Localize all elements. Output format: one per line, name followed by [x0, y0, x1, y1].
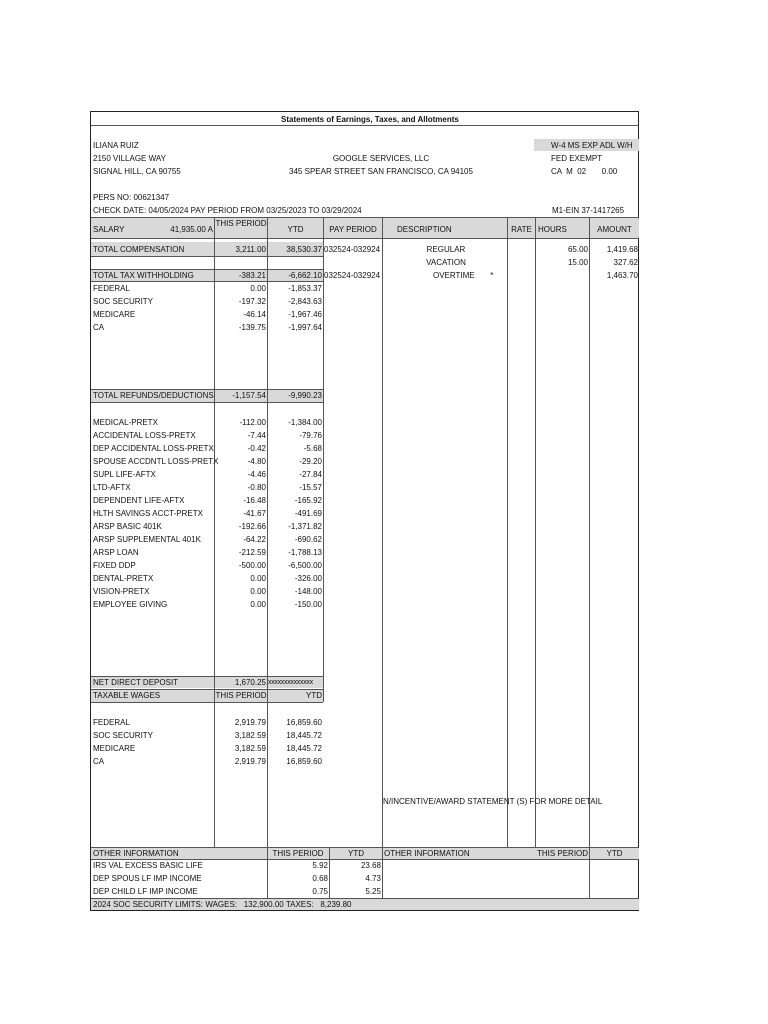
hours-header: HOURS — [538, 225, 567, 234]
earnings-description: VACATION — [426, 258, 466, 267]
taxable-wages-ytd-header: YTD — [306, 691, 322, 700]
taxable-wage-row-label: FEDERAL — [93, 718, 130, 727]
deduction-row-this-period: 0.00 — [250, 587, 266, 596]
earnings-hours: 65.00 — [567, 245, 588, 254]
deduction-row-ytd: -29.20 — [299, 457, 322, 466]
total-deductions-label: TOTAL REFUNDS/DEDUCTIONS — [93, 391, 214, 400]
earnings-statement — [90, 111, 639, 911]
earnings-pay-period: 032524-032924 — [324, 271, 381, 280]
salary-label: SALARY — [93, 225, 125, 234]
statement-title: Statements of Earnings, Taxes, and Allotments — [281, 115, 459, 124]
description-header: DESCRIPTION — [397, 225, 452, 234]
tax-row-this-period: 0.00 — [250, 284, 266, 293]
deduction-row-this-period: -0.80 — [247, 483, 266, 492]
net-deposit-label: NET DIRECT DEPOSIT — [93, 678, 179, 687]
total-deductions-ytd: -9,990.23 — [288, 391, 322, 400]
rule — [323, 217, 324, 702]
other-info-row-ytd: 5.25 — [365, 887, 381, 896]
other-info-label-right: OTHER INFORMATION — [384, 849, 470, 858]
employee-name: ILIANA RUIZ — [93, 141, 139, 150]
rule — [91, 256, 323, 257]
net-deposit-ytd: xxxxxxxxxxxxxx — [268, 679, 313, 686]
tax-row-label: MEDICARE — [93, 310, 136, 319]
deduction-row-label: ACCIDENTAL LOSS-PRETX — [93, 431, 196, 440]
rule — [507, 217, 508, 847]
deduction-row-this-period: -0.42 — [247, 444, 266, 453]
taxable-wage-row-label: MEDICARE — [93, 744, 136, 753]
employer-name: GOOGLE SERVICES, LLC — [332, 154, 430, 163]
statement-note: N/INCENTIVE/AWARD STATEMENT (S) FOR MORE DETAIL — [383, 797, 603, 806]
tax-row-this-period: -46.14 — [243, 310, 266, 319]
tax-row-this-period: -139.75 — [238, 323, 266, 332]
net-deposit-this-period: 1,670.25 — [234, 678, 266, 687]
rule — [91, 281, 323, 282]
total-tax-ytd: -6,662.10 — [288, 271, 322, 280]
deduction-row-this-period: 0.00 — [250, 574, 266, 583]
total-tax-label: TOTAL TAX WITHHOLDING — [93, 271, 194, 280]
deduction-row-ytd: -165.92 — [294, 496, 322, 505]
soc-security-limits: 2024 SOC SECURITY LIMITS: WAGES: 132,900.00 TAXES: 8,239.80 — [93, 900, 352, 909]
deduction-row-ytd: -1,384.00 — [288, 418, 322, 427]
other-info-label: OTHER INFORMATION — [93, 849, 179, 858]
earnings-pay-period: 032524-032924 — [324, 245, 381, 254]
tax-row-ytd: -1,853.37 — [288, 284, 322, 293]
earnings-hours: 15.00 — [567, 258, 588, 267]
other-info-row-label: IRS VAL EXCESS BASIC LIFE — [93, 861, 203, 870]
deduction-row-ytd: -15.57 — [299, 483, 322, 492]
deduction-row-this-period: -4.80 — [247, 457, 266, 466]
taxable-wage-row-ytd: 18,445.72 — [286, 744, 322, 753]
deduction-row-this-period: -112.00 — [239, 418, 266, 427]
deduction-row-ytd: -6,500.00 — [288, 561, 322, 570]
deduction-row-label: SUPL LIFE-AFTX — [93, 470, 156, 479]
rate-header: RATE — [511, 225, 532, 234]
other-info-row-this-period: 0.68 — [312, 874, 328, 883]
taxable-wage-row-this-period: 3,182.59 — [234, 731, 266, 740]
tax-row-ytd: -1,967.46 — [288, 310, 322, 319]
check-date-pay-period: CHECK DATE: 04/05/2024 PAY PERIOD FROM 03/25/2023 TO 03/29/2024 — [93, 206, 362, 215]
rule — [535, 217, 536, 847]
deduction-row-this-period: -4.46 — [247, 470, 266, 479]
deduction-row-this-period: 0.00 — [250, 600, 266, 609]
deduction-row-this-period: -212.59 — [238, 548, 266, 557]
other-info-row-this-period: 0.75 — [312, 887, 328, 896]
total-compensation-this-period: 3,211.00 — [235, 245, 266, 254]
deduction-row-label: DEPENDENT LIFE-AFTX — [93, 496, 185, 505]
w4-header: W-4 MS EXP ADL W/H — [551, 141, 633, 150]
tax-row-label: FEDERAL — [93, 284, 130, 293]
taxable-wage-row-this-period: 2,919.79 — [234, 718, 266, 727]
total-deductions-this-period: -1,157.54 — [232, 391, 266, 400]
other-info-row-label: DEP SPOUS LF IMP INCOME — [93, 874, 202, 883]
tax-row-this-period: -197.32 — [238, 297, 266, 306]
taxable-wages-this-period-header: THIS PERIOD — [215, 691, 267, 700]
earnings-amount: 327.62 — [613, 258, 638, 267]
taxable-wage-row-this-period: 2,919.79 — [234, 757, 266, 766]
employer-ein: M1-EIN 37-1417265 — [552, 206, 625, 215]
other-info-row-this-period: 5.92 — [312, 861, 328, 870]
taxable-wage-row-this-period: 3,182.59 — [234, 744, 266, 753]
other-info-row-ytd: 4.73 — [365, 874, 381, 883]
taxable-wage-row-ytd: 16,859.60 — [286, 718, 322, 727]
deduction-row-this-period: -192.66 — [238, 522, 266, 531]
deduction-row-label: ARSP BASIC 401K — [93, 522, 162, 531]
other-info-ytd-header: YTD — [348, 849, 364, 858]
earnings-description: OVERTIME * — [433, 271, 494, 280]
earnings-description: REGULAR — [426, 245, 466, 254]
pay-period-header: PAY PERIOD — [329, 225, 377, 234]
employee-address-line2: SIGNAL HILL, CA 90755 — [93, 167, 181, 176]
deduction-row-ytd: -1,788.13 — [288, 548, 322, 557]
deduction-row-ytd: -326.00 — [294, 574, 322, 583]
deduction-row-ytd: -1,371.82 — [288, 522, 322, 531]
taxable-wages-label: TAXABLE WAGES — [93, 691, 161, 700]
rule — [91, 217, 639, 218]
tax-row-label: CA — [93, 323, 105, 332]
rule — [91, 402, 323, 403]
total-compensation-ytd: 38,530.37 — [286, 245, 322, 254]
deduction-row-label: ARSP LOAN — [93, 548, 139, 557]
deduction-row-label: DEP ACCIDENTAL LOSS-PRETX — [93, 444, 214, 453]
deduction-row-ytd: -491.69 — [294, 509, 322, 518]
deduction-row-ytd: -690.62 — [294, 535, 322, 544]
earnings-amount: 1,419.68 — [606, 245, 638, 254]
deduction-row-ytd: -148.00 — [294, 587, 322, 596]
other-info-row-ytd: 23.68 — [360, 861, 381, 870]
other-info-row-label: DEP CHILD LF IMP INCOME — [93, 887, 198, 896]
w4-ca-status: CA M 02 0.00 — [551, 167, 618, 176]
taxable-wage-row-label: CA — [93, 757, 105, 766]
ytd-header: YTD — [287, 225, 304, 234]
employee-address-line1: 2150 VILLAGE WAY — [93, 154, 166, 163]
other-info-ytd-header-right: YTD — [606, 849, 623, 858]
rule — [91, 702, 323, 703]
deduction-row-this-period: -16.48 — [243, 496, 266, 505]
earnings-amount: 1,463.70 — [606, 271, 638, 280]
deduction-row-label: LTD-AFTX — [93, 483, 131, 492]
deduction-row-ytd: -79.76 — [299, 431, 322, 440]
rule — [91, 125, 639, 126]
pers-no: PERS NO: 00621347 — [93, 193, 170, 202]
deduction-row-ytd: -5.68 — [303, 444, 322, 453]
deduction-row-label: EMPLOYEE GIVING — [93, 600, 168, 609]
deduction-row-label: DENTAL-PRETX — [93, 574, 154, 583]
deduction-row-this-period: -500.00 — [238, 561, 266, 570]
taxable-wage-row-label: SOC SECURITY — [93, 731, 154, 740]
other-info-this-period-header: THIS PERIOD — [272, 849, 324, 858]
deduction-row-label: VISION-PRETX — [93, 587, 150, 596]
total-compensation-label: TOTAL COMPENSATION — [93, 245, 185, 254]
employer-address: 345 SPEAR STREET SAN FRANCISCO, CA 94105 — [289, 167, 473, 176]
tax-row-label: SOC SECURITY — [93, 297, 154, 306]
deduction-row-label: FIXED DDP — [93, 561, 136, 570]
taxable-wage-row-ytd: 16,859.60 — [286, 757, 322, 766]
deduction-row-this-period: -64.22 — [243, 535, 266, 544]
salary-value: 41,935.00 A — [170, 225, 213, 234]
deduction-row-this-period: -41.67 — [243, 509, 266, 518]
deduction-row-label: MEDICAL-PRETX — [93, 418, 158, 427]
rule — [91, 238, 639, 239]
taxable-wage-row-ytd: 18,445.72 — [286, 731, 322, 740]
amount-header: AMOUNT — [597, 225, 632, 234]
total-tax-this-period: -383.21 — [238, 271, 266, 280]
this-period-header: THIS PERIOD — [215, 219, 267, 228]
tax-row-ytd: -2,843.63 — [288, 297, 322, 306]
w4-fed-status: FED EXEMPT — [551, 154, 603, 163]
other-info-this-period-header-right: THIS PERIOD — [536, 849, 589, 858]
deduction-row-ytd: -27.84 — [299, 470, 322, 479]
deduction-row-label: ARSP SUPPLEMENTAL 401K — [93, 535, 201, 544]
deduction-row-ytd: -150.00 — [294, 600, 322, 609]
deduction-row-label: SPOUSE ACCDNTL LOSS-PRETX — [93, 457, 219, 466]
deduction-row-label: HLTH SAVINGS ACCT-PRETX — [93, 509, 203, 518]
tax-row-ytd: -1,997.64 — [288, 323, 322, 332]
deduction-row-this-period: -7.44 — [247, 431, 266, 440]
